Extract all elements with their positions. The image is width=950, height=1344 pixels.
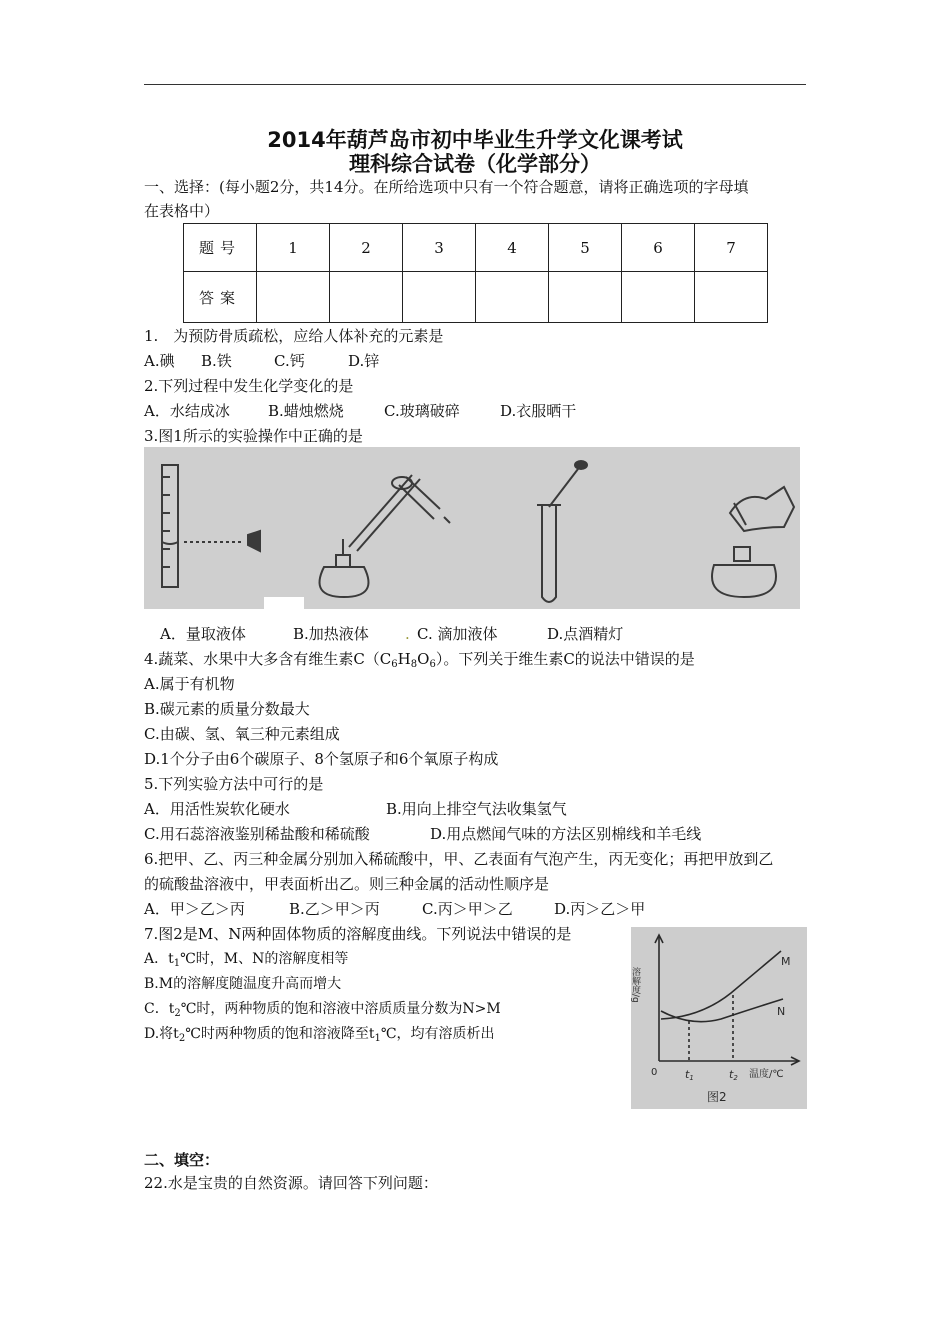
q3-options [160, 624, 623, 644]
q4-stem-end: ）。下列关于维生素C的说法中错误的是 [435, 650, 695, 668]
answer-cell[interactable] [330, 272, 403, 323]
q22-stem: 22.水是宝贵的自然资源。请回答下列问题： [144, 1174, 438, 1192]
answer-cell[interactable] [476, 272, 549, 323]
q1-stem: 1. 为预防骨质疏松，应给人体补充的元素是 [144, 327, 444, 345]
q4-option-a: A.属于有机物 [144, 675, 235, 693]
subscript: 1 [374, 1033, 381, 1044]
q5-options-row1 [144, 799, 567, 819]
q6-option-b: B.乙＞甲＞丙 [289, 900, 380, 918]
q6-options [144, 899, 645, 919]
q5-stem: 5.下列实验方法中可行的是 [144, 775, 324, 793]
top-rule [144, 84, 806, 85]
q5-option-c: C.用石蕊溶液鉴别稀盐酸和稀硫酸 [144, 825, 370, 843]
answer-table [183, 223, 768, 323]
table-cell-number: 7 [695, 224, 768, 272]
q1-option-b: B.铁 [201, 352, 232, 370]
curve-n-label: N [777, 1005, 786, 1018]
table-header-number: 题号 [184, 224, 257, 272]
q4-option-c: C.由碳、氢、氧三种元素组成 [144, 725, 340, 743]
subscript: 2 [178, 1033, 186, 1044]
q7-option-a-text-end: ℃时，M、N的溶解度相等 [180, 951, 349, 967]
q2-option-c: C.玻璃破碎 [384, 402, 460, 420]
q2-options [144, 401, 576, 421]
q7-option-c [144, 999, 501, 1024]
formula-sub: 8 [410, 659, 418, 670]
q2-option-a: A．水结成冰 [144, 402, 230, 420]
formula-sub: 6 [429, 659, 436, 670]
page-subtitle: 理科综合试卷（化学部分） [349, 152, 601, 176]
q7-option-d [144, 1024, 495, 1049]
q1-option-c: C.钙 [274, 352, 305, 370]
curve-m-label: M [781, 955, 791, 968]
q7-option-a [144, 949, 348, 974]
section2-heading: 二、填空： [144, 1151, 220, 1169]
origin-label: 0 [651, 1067, 658, 1078]
q4-option-b: B.碳元素的质量分数最大 [144, 700, 310, 718]
q3-option-b: B.加热液体 [293, 625, 369, 643]
t2-label: t2 [729, 1068, 738, 1082]
table-header-answer: 答案 [184, 272, 257, 323]
q7-stem: 7.图2是M、N两种固体物质的溶解度曲线。下列说法中错误的是 [144, 925, 572, 943]
q3-option-d: D.点酒精灯 [547, 625, 624, 643]
table-cell-number: 1 [257, 224, 330, 272]
q7-option-d-text-end: ℃，均有溶质析出 [380, 1026, 495, 1042]
q3-option-a: A．量取液体 [160, 625, 246, 643]
page-title: 2014年葫芦岛市初中毕业生升学文化课考试 [267, 128, 683, 152]
answer-cell[interactable] [695, 272, 768, 323]
q7-option-d-text: D.将t [144, 1026, 179, 1042]
answer-cell[interactable] [403, 272, 476, 323]
q6-stem-cont: 的硫酸盐溶液中，甲表面析出乙。则三种金属的活动性顺序是 [144, 875, 550, 893]
q6-option-d: D.丙＞乙＞甲 [554, 900, 646, 918]
answer-cell[interactable] [257, 272, 330, 323]
q5-option-d: D.用点燃闻气味的方法区别棉线和羊毛线 [430, 825, 702, 843]
q1-option-a: A.碘 [144, 352, 175, 370]
formula-o: O [417, 650, 430, 668]
q7-option-c-text: C．t [144, 1001, 175, 1017]
q7-option-a-text: A．t [144, 951, 174, 967]
figure2-solubility-curve [631, 927, 807, 1109]
q5-options-row2 [144, 824, 701, 844]
answer-cell[interactable] [549, 272, 622, 323]
q7-option-c-text-end: ℃时，两种物质的饱和溶液中溶质质量分数为N>M [180, 1001, 501, 1017]
subscript: 1 [173, 958, 181, 969]
section1-intro-cont: 在表格中） [144, 202, 220, 220]
subscript: 2 [174, 1008, 181, 1019]
formula-sub: 6 [391, 659, 398, 670]
t1-label: t1 [685, 1068, 694, 1082]
stray-mark: . [405, 625, 410, 643]
section1-intro: 一、选择：(每小题2分，共14分。在所给选项中只有一个符合题意，请将正确选项的字母填 [144, 178, 749, 196]
q4-option-d: D.1个分子由6个碳原子、8个氢原子和6个氧原子构成 [144, 750, 499, 768]
q6-option-a: A．甲＞乙＞丙 [144, 900, 245, 918]
q4-stem [144, 649, 695, 675]
q7-option-d-text-mid: ℃时两种物质的饱和溶液降至t [185, 1026, 375, 1042]
q2-option-b: B.蜡烛燃烧 [268, 402, 344, 420]
table-cell-number: 6 [622, 224, 695, 272]
q3-stem: 3.图1所示的实验操作中正确的是 [144, 427, 363, 445]
answer-cell[interactable] [622, 272, 695, 323]
figure2-caption: 图2 [707, 1090, 727, 1104]
q1-options [144, 351, 379, 371]
q2-option-d: D.衣服晒干 [500, 402, 577, 420]
table-cell-number: 3 [403, 224, 476, 272]
q5-option-b: B.用向上排空气法收集氢气 [386, 800, 567, 818]
x-axis-label: 温度/℃ [749, 1069, 784, 1080]
q2-stem: 2.下列过程中发生化学变化的是 [144, 377, 354, 395]
figure1-lab-operations [144, 447, 800, 609]
q6-option-c: C.丙＞甲＞乙 [422, 900, 513, 918]
q6-stem: 6.把甲、乙、丙三种金属分别加入稀硫酸中，甲、乙表面有气泡产生，丙无变化；再把甲放到乙 [144, 850, 774, 868]
q3-option-c: C. 滴加液体 [417, 625, 498, 643]
formula-h: H [397, 650, 411, 668]
q7-option-b: B.M的溶解度随温度升高而增大 [144, 976, 342, 992]
q4-stem-start: 4.蔬菜、水果中大多含有维生素C（C [144, 650, 392, 668]
y-axis-label: 溶解度/g [631, 967, 640, 1003]
table-cell-number: 4 [476, 224, 549, 272]
q1-option-d: D.锌 [348, 352, 380, 370]
table-cell-number: 2 [330, 224, 403, 272]
table-cell-number: 5 [549, 224, 622, 272]
q5-option-a: A．用活性炭软化硬水 [144, 800, 290, 818]
